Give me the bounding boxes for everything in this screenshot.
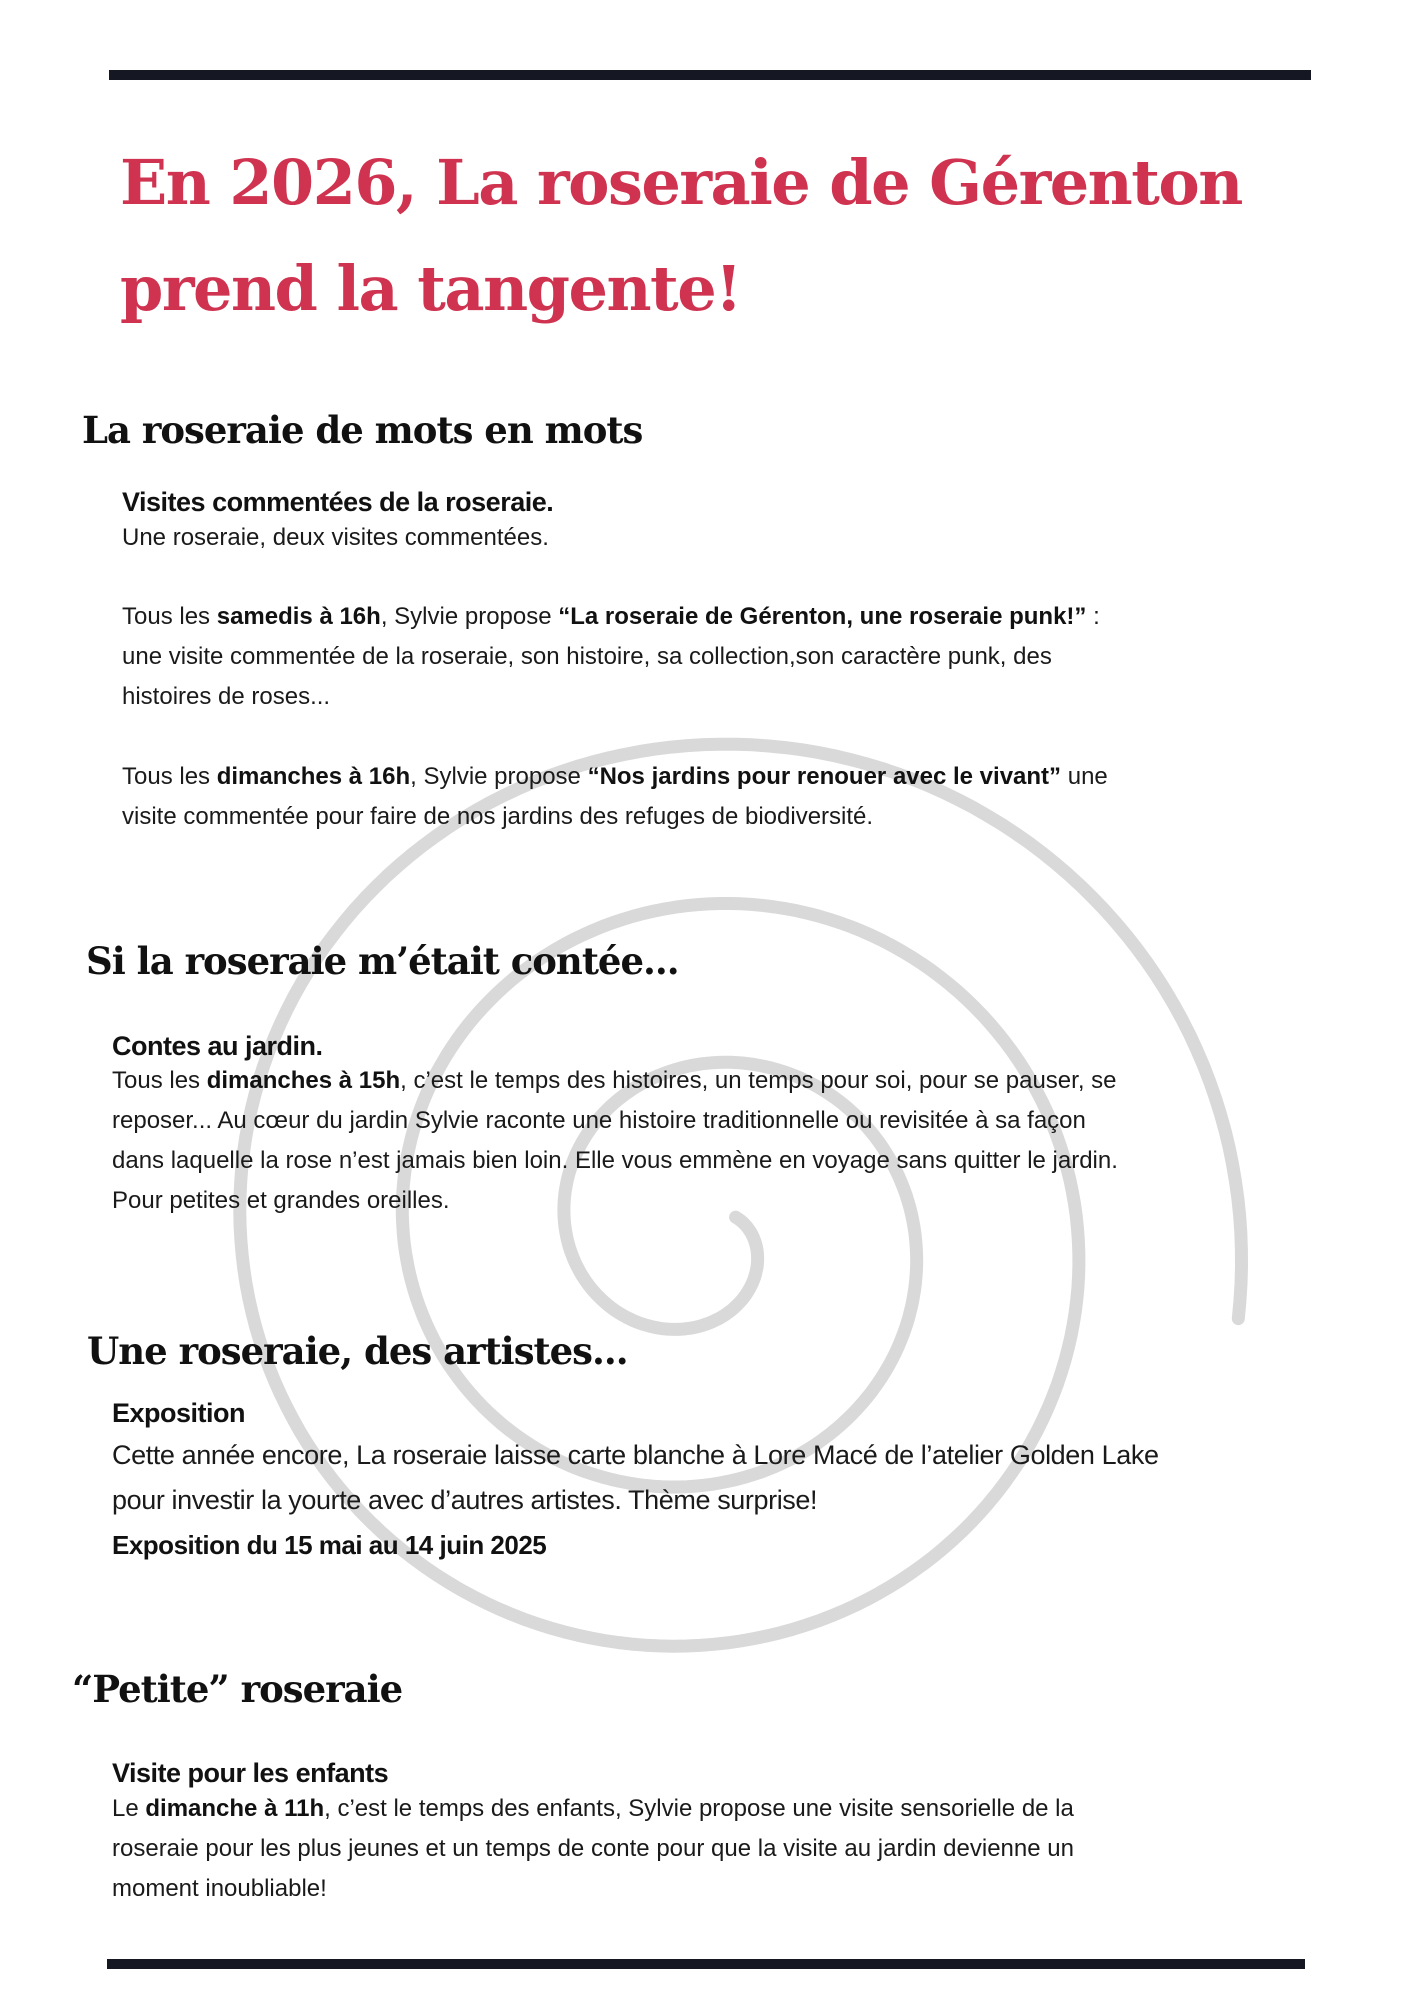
section-heading-petite-roseraie: “Petite” roseraie <box>72 1667 403 1711</box>
text-run: visite commentée pour faire de nos jardins des refuges de biodiversité. <box>122 803 874 830</box>
text-run: une visite commentée de la roseraie, son histoire, sa collection,son caractère punk, des <box>122 643 1052 670</box>
paragraph-samedis <box>122 597 1100 717</box>
page-title-line-1: En 2026, La roseraie de Gérenton <box>120 146 1242 219</box>
text-line <box>112 1829 1074 1869</box>
text-line <box>122 797 1108 837</box>
page-title <box>120 130 1300 342</box>
paragraph-contes <box>112 1061 1118 1221</box>
text-run: , c’est le temps des histoires, un temps pour soi, pour se pauser, se <box>400 1067 1117 1094</box>
section-heading-contee: Si la roseraie m’était contée... <box>86 939 679 983</box>
text-run: une <box>1061 763 1108 790</box>
text-line <box>112 1061 1118 1101</box>
text-run: , Sylvie propose <box>380 603 559 630</box>
text-line <box>122 597 1100 637</box>
bold-text: “La roseraie de Gérenton, une roseraie punk!” <box>558 603 1087 630</box>
bold-text: “Nos jardins pour renouer avec le vivant” <box>587 763 1062 790</box>
text-run: reposer... Au cœur du jardin Sylvie raconte une histoire traditionnelle ou revisitée à sa façon <box>112 1107 1086 1134</box>
text-run: : <box>1086 603 1100 630</box>
text-run: histoires de roses... <box>122 683 331 710</box>
top-divider-bar <box>109 70 1311 80</box>
text-run: moment inoubliable! <box>112 1875 327 1902</box>
text-run: Pour petites et grandes oreilles. <box>112 1187 450 1214</box>
text-line <box>112 1869 1074 1909</box>
section-heading-artistes: Une roseraie, des artistes... <box>87 1329 628 1373</box>
bottom-divider-bar <box>107 1959 1305 1969</box>
section-subheading-visites-commentees: Visites commentées de la roseraie. <box>122 487 554 517</box>
intro-line: Une roseraie, deux visites commentées. <box>122 524 549 551</box>
text-line <box>122 757 1108 797</box>
bold-text: dimanches à 15h <box>206 1067 401 1094</box>
bold-text: dimanches à 16h <box>216 763 411 790</box>
text-line <box>112 1181 1118 1221</box>
section-subheading-exposition: Exposition <box>112 1398 246 1428</box>
text-run: roseraie pour les plus jeunes et un temps de conte pour que la visite au jardin devienne un <box>112 1835 1074 1862</box>
text-run: dans laquelle la rose n’est jamais bien loin. Elle vous emmène en voyage sans quitter le jardin. <box>112 1147 1118 1174</box>
text-line <box>112 1433 1159 1478</box>
text-run: Cette année encore, La roseraie laisse carte blanche à Lore Macé de l’atelier Golden Lake <box>112 1440 1159 1470</box>
text-run: Tous les <box>122 603 217 630</box>
exposition-dates: Exposition du 15 mai au 14 juin 2025 <box>112 1530 547 1560</box>
paragraph-exposition <box>112 1433 1159 1523</box>
bold-text: samedis à 16h <box>216 603 381 630</box>
text-line <box>112 1478 1159 1523</box>
text-run: pour investir la yourte avec d’autres artistes. Thème surprise! <box>112 1485 818 1515</box>
text-line <box>112 1789 1074 1829</box>
section-intro-text <box>122 518 549 558</box>
text-run: Le <box>112 1795 146 1822</box>
text-line <box>112 1101 1118 1141</box>
paragraph-dimanches-16h <box>122 757 1108 837</box>
text-run: Tous les <box>112 1067 207 1094</box>
paragraph-enfants <box>112 1789 1074 1909</box>
bold-text: dimanche à 11h <box>145 1795 325 1822</box>
section-heading-mots-en-mots: La roseraie de mots en mots <box>82 408 643 452</box>
text-line <box>122 677 1100 717</box>
section-subheading-contes-au-jardin: Contes au jardin. <box>112 1031 323 1061</box>
text-line <box>112 1141 1118 1181</box>
text-run: , Sylvie propose <box>410 763 588 790</box>
text-run: , c’est le temps des enfants, Sylvie propose une visite sensorielle de la <box>324 1795 1074 1822</box>
text-run: Tous les <box>122 763 217 790</box>
section-subheading-visite-enfants: Visite pour les enfants <box>112 1758 389 1788</box>
page-title-line-2: prend la tangente! <box>120 252 741 325</box>
text-line <box>122 637 1100 677</box>
